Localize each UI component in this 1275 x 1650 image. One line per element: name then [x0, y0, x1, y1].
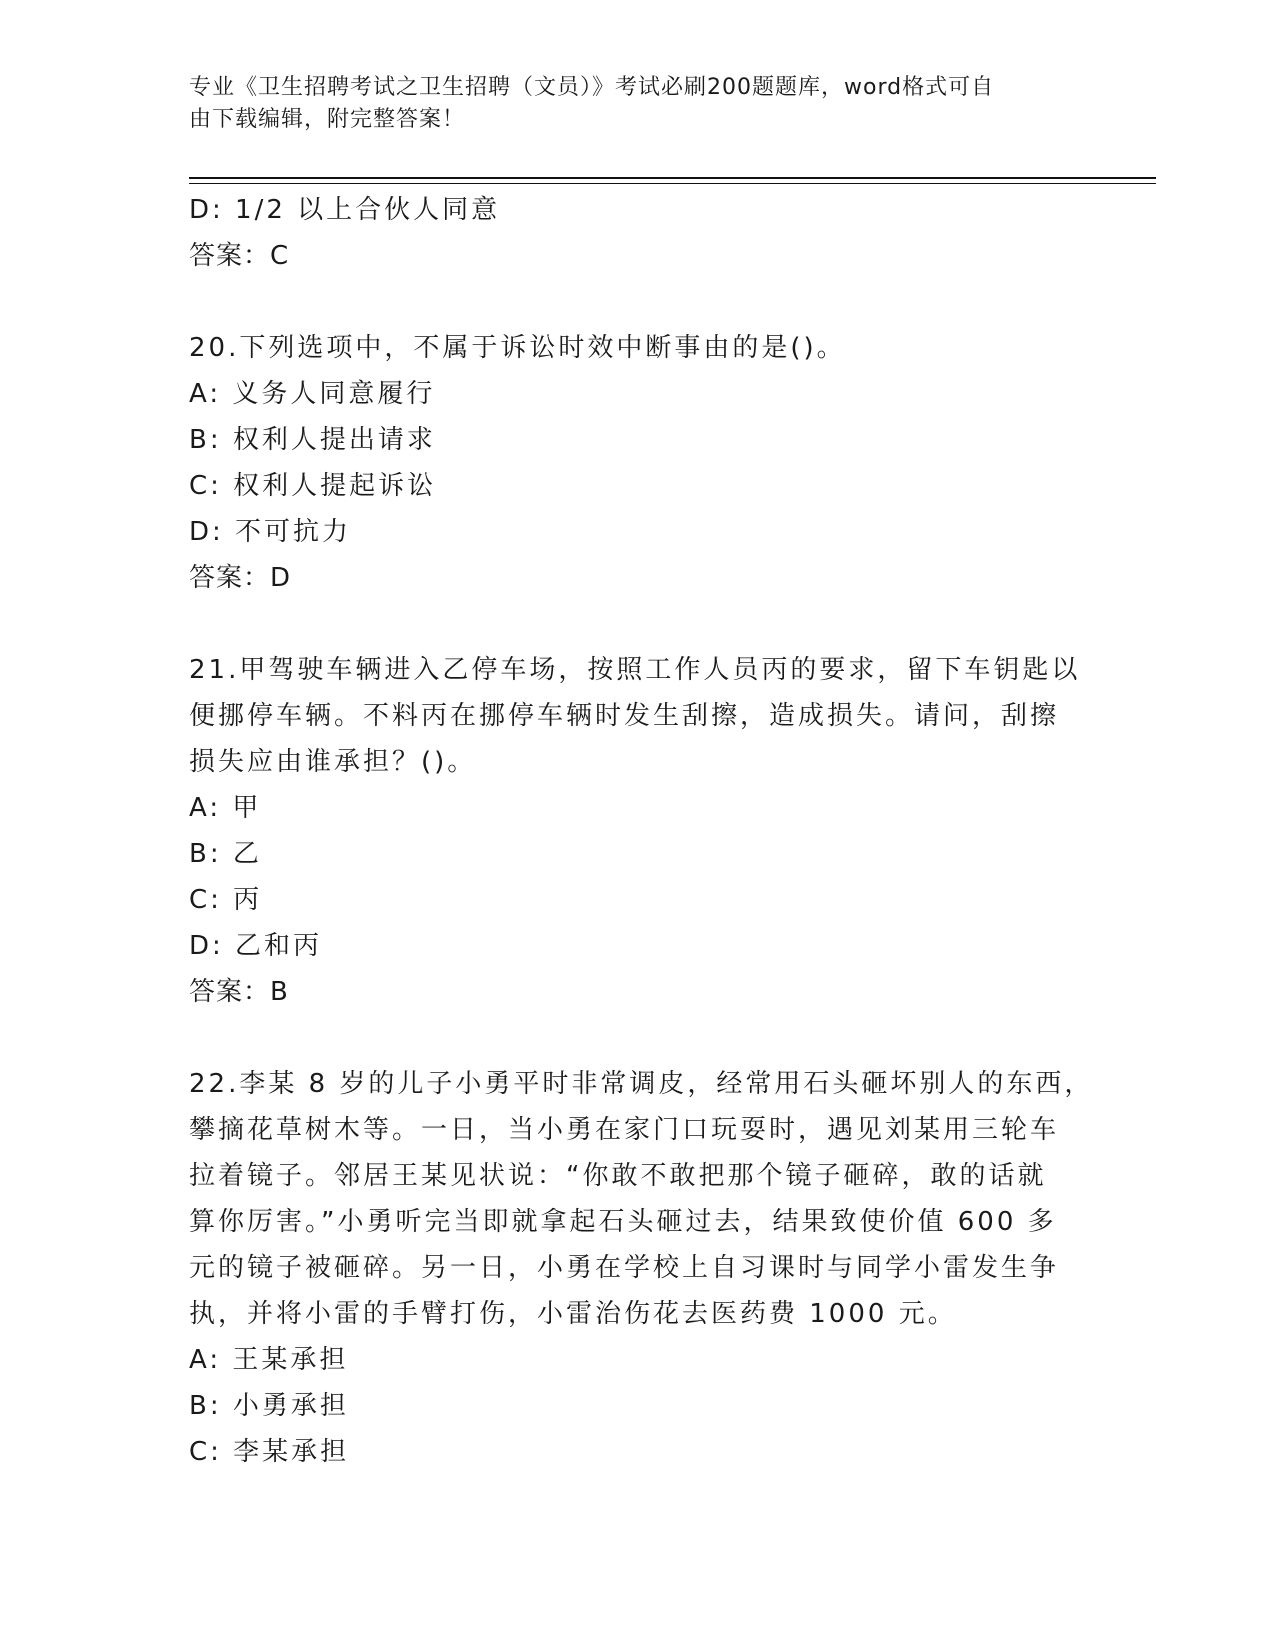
- spacer: [189, 1015, 1089, 1061]
- header-line-2: 由下载编辑，附完整答案！: [189, 107, 466, 132]
- question-text-line: 执，并将小雷的手臂打伤，小雷治伤花去医药费 1000 元。: [189, 1299, 957, 1329]
- option-d: D: 乙和丙: [189, 931, 323, 961]
- header-divider-thick: [189, 177, 1156, 179]
- answer-line: 答案：D: [189, 563, 292, 593]
- question-text: [189, 1061, 1094, 1337]
- option-d: D: 1/2 以上合伙人同意: [189, 195, 501, 225]
- question-text-line: 便挪停车辆。不料丙在挪停车辆时发生刮擦，造成损失。请问，刮擦: [189, 701, 1060, 731]
- option-a: A: 王某承担: [189, 1345, 349, 1375]
- question-text-line: 损失应由谁承担？()。: [189, 747, 477, 777]
- question-text-line: 算你厉害。”小勇听完当即就拿起石头砸过去，结果致使价值 600 多: [189, 1207, 1057, 1237]
- spacer: [189, 601, 1089, 647]
- option-c: C: 李某承担: [189, 1437, 350, 1467]
- option-c: C: 权利人提起诉讼: [189, 471, 437, 501]
- option-b: B: 小勇承担: [189, 1391, 349, 1421]
- answer-line: 答案：C: [189, 241, 290, 271]
- option-a: A: 义务人同意履行: [189, 379, 436, 409]
- question-text-line: 元的镜子被砸碎。另一日，小勇在学校上自习课时与同学小雷发生争: [189, 1253, 1060, 1283]
- question-text-line: 21.甲驾驶车辆进入乙停车场，按照工作人员丙的要求，留下车钥匙以: [189, 655, 1081, 685]
- option-b: B: 权利人提出请求: [189, 425, 436, 455]
- option-d: D: 不可抗力: [189, 517, 352, 547]
- answer-line: 答案：B: [189, 977, 289, 1007]
- spacer: [189, 279, 1089, 325]
- question-text-line: 拉着镜子。邻居王某见状说：“你敢不敢把那个镜子砸碎，敢的话就: [189, 1161, 1047, 1191]
- option-a: A: 甲: [189, 793, 262, 823]
- question-21: [189, 647, 1089, 1015]
- question-text: 20.下列选项中，不属于诉讼时效中断事由的是()。: [189, 333, 846, 363]
- question-text-line: 22.李某 8 岁的儿子小勇平时非常调皮，经常用石头砸坏别人的东西，: [189, 1069, 1094, 1099]
- question-22: [189, 1061, 1094, 1475]
- question-text: [189, 647, 1089, 785]
- option-b: B: 乙: [189, 839, 262, 869]
- question-list: [189, 187, 1094, 1475]
- option-c: C: 丙: [189, 885, 263, 915]
- page-header: [189, 72, 1069, 136]
- header-divider-thin: [189, 183, 1156, 184]
- question-20: [189, 325, 1089, 601]
- question-19: [189, 187, 1089, 279]
- question-text-line: 攀摘花草树木等。一日，当小勇在家门口玩耍时，遇见刘某用三轮车: [189, 1115, 1060, 1145]
- header-line-1: 专业《卫生招聘考试之卫生招聘（文员）》考试必刷200题题库，word格式可自: [189, 75, 995, 100]
